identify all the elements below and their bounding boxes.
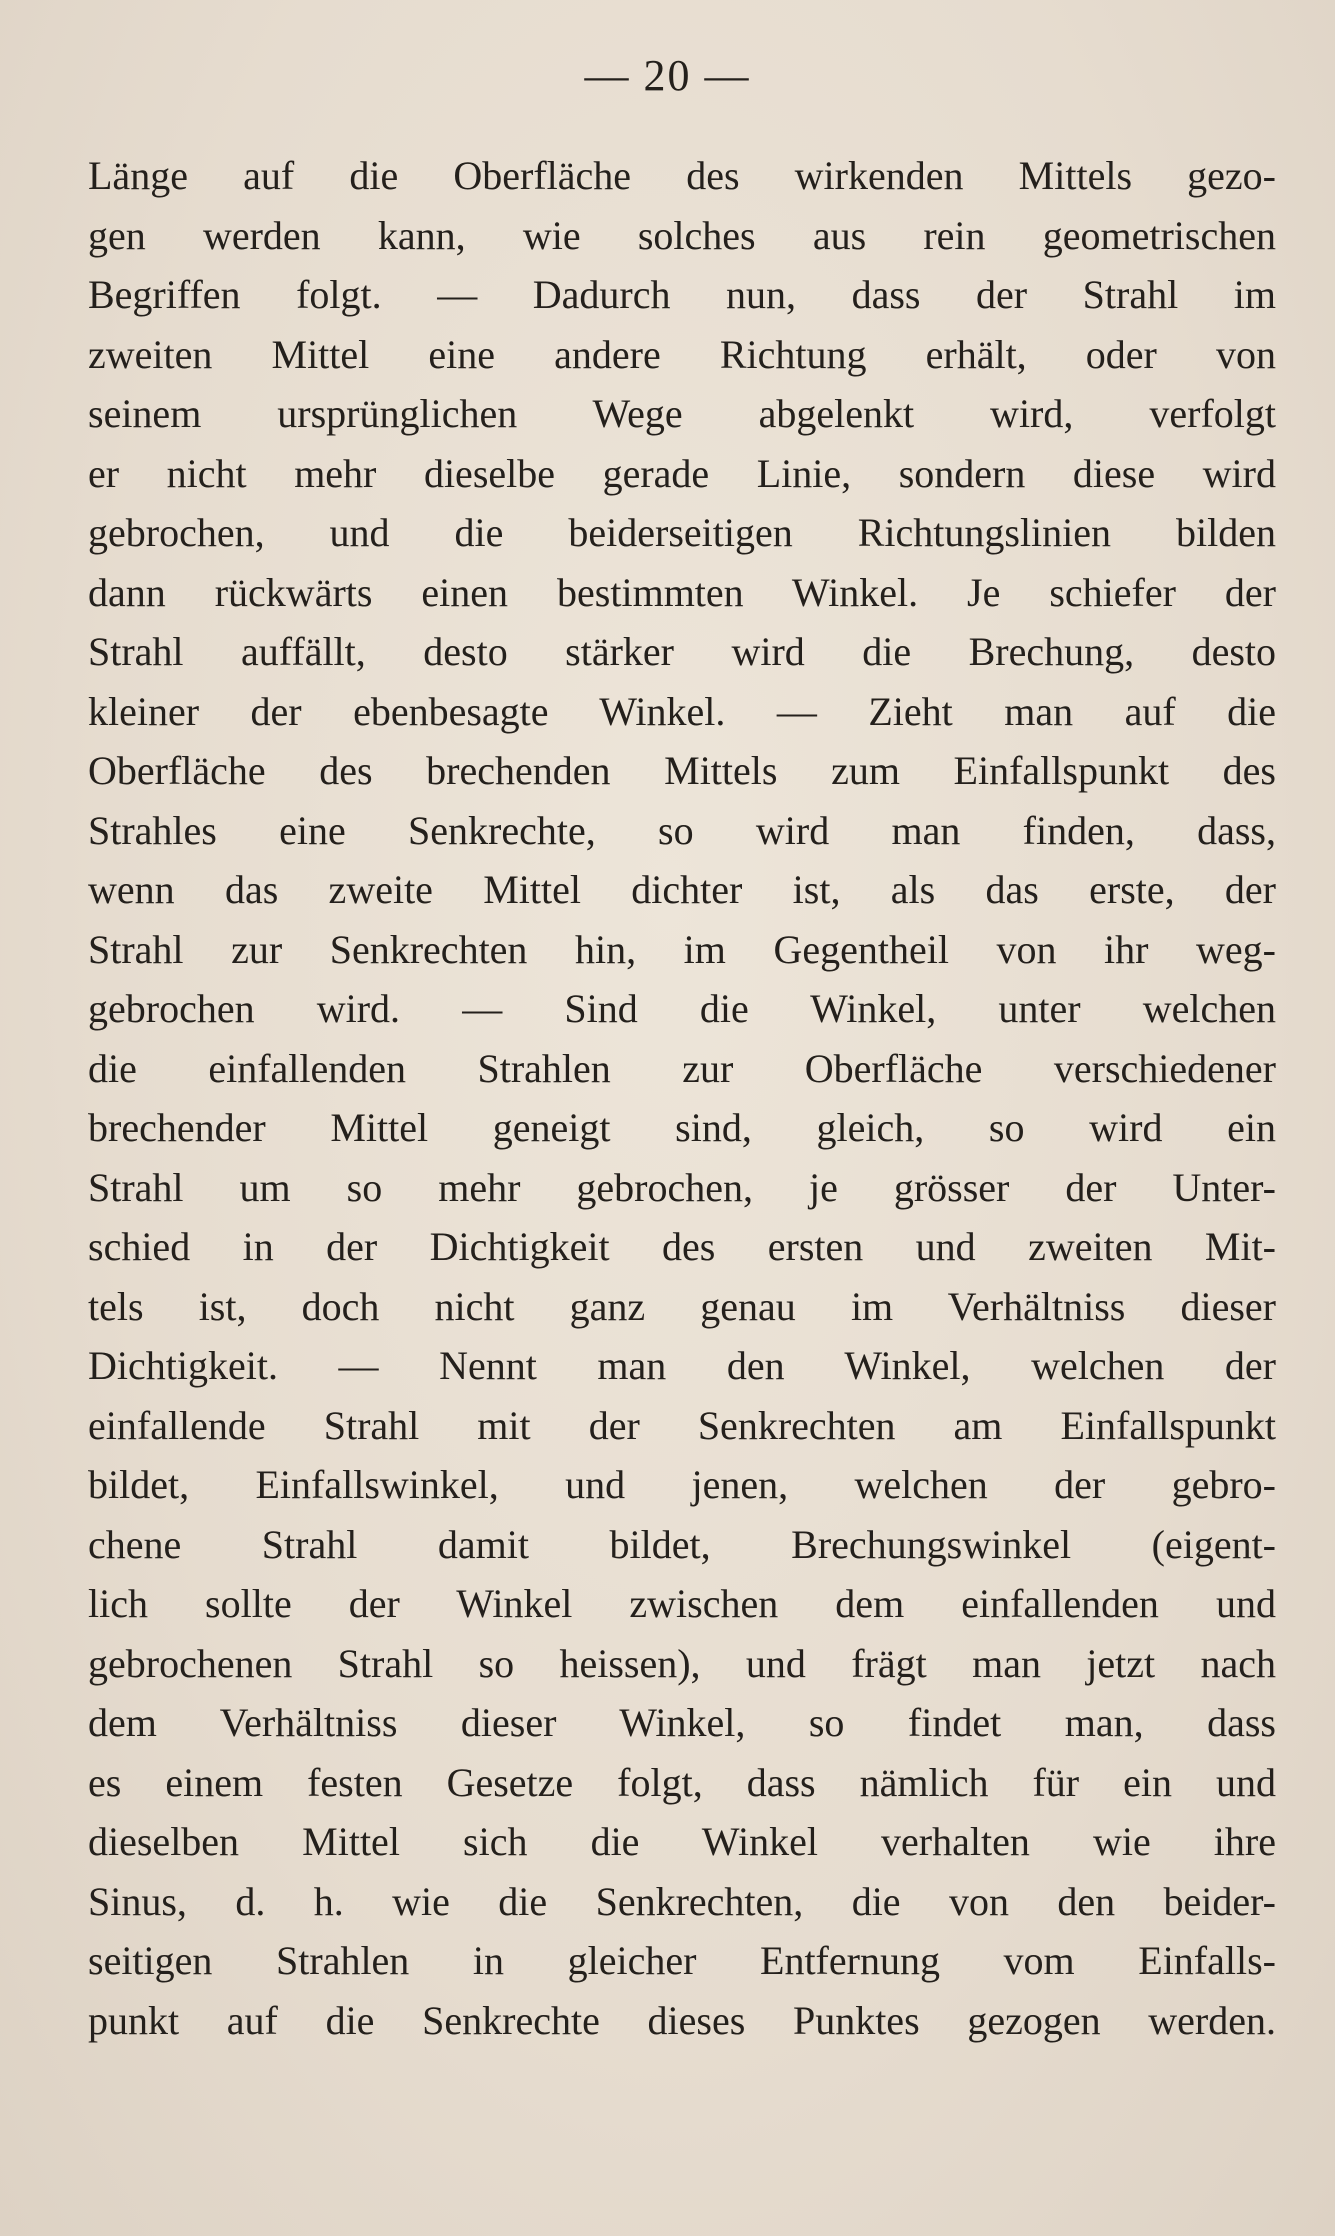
- text-line: wenn das zweite Mittel dichter ist, als das erste, der: [88, 867, 1276, 912]
- text-line: gebrochen, und die beiderseitigen Richtungslinien bilden: [88, 510, 1276, 555]
- text-line: Sinus, d. h. wie die Senkrechten, die von den beider-: [88, 1878, 1276, 1924]
- text-line: seitigen Strahlen in gleicher Entfernung vom Einfalls-: [88, 1938, 1276, 1983]
- text-line: brechender Mittel geneigt sind, gleich, so wird ein: [88, 1105, 1276, 1150]
- text-line: chene Strahl damit bildet, Brechungswinkel (eigent-: [88, 1521, 1276, 1567]
- text-line: dem Verhältniss dieser Winkel, so findet man, dass: [88, 1700, 1276, 1745]
- text-line: gebrochenen Strahl so heissen), und frägt man jetzt nach: [88, 1640, 1276, 1686]
- text-line: Strahl zur Senkrechten hin, im Gegentheil von ihr weg-: [88, 926, 1276, 972]
- text-line: Strahl um so mehr gebrochen, je grösser der Unter-: [88, 1164, 1276, 1210]
- text-line: kleiner der ebenbesagte Winkel. — Zieht man auf die: [88, 688, 1276, 734]
- text-line: bildet, Einfallswinkel, und jenen, welchen der gebro-: [88, 1462, 1276, 1507]
- text-line: gen werden kann, wie solches aus rein geometrischen: [88, 212, 1276, 258]
- text-line: Dichtigkeit. — Nennt man den Winkel, welchen der: [88, 1343, 1276, 1388]
- text-line: Begriffen folgt. — Dadurch nun, dass der Strahl im: [88, 272, 1276, 317]
- body-text: [88, 146, 1276, 2050]
- text-line: die einfallenden Strahlen zur Oberfläche verschiedener: [88, 1045, 1276, 1091]
- text-line: punkt auf die Senkrechte dieses Punktes gezogen werden.: [88, 1997, 1276, 2043]
- text-line: einfallende Strahl mit der Senkrechten am Einfallspunkt: [88, 1402, 1276, 1448]
- text-line: er nicht mehr dieselbe gerade Linie, sondern diese wird: [88, 450, 1276, 496]
- text-line: seinem ursprünglichen Wege abgelenkt wird, verfolgt: [88, 391, 1276, 436]
- text-line: es einem festen Gesetze folgt, dass nämlich für ein und: [88, 1759, 1276, 1805]
- text-line: tels ist, doch nicht ganz genau im Verhältniss dieser: [88, 1283, 1276, 1329]
- text-line: gebrochen wird. — Sind die Winkel, unter welchen: [88, 986, 1276, 1031]
- text-line: zweiten Mittel eine andere Richtung erhält, oder von: [88, 331, 1276, 377]
- text-line: dieselben Mittel sich die Winkel verhalten wie ihre: [88, 1819, 1276, 1864]
- page-number: — 20 —: [584, 51, 751, 100]
- text-line: Länge auf die Oberfläche des wirkenden Mittels gezo-: [88, 153, 1276, 198]
- text-line: Strahles eine Senkrechte, so wird man finden, dass,: [88, 807, 1276, 853]
- text-line: schied in der Dichtigkeit des ersten und zweiten Mit-: [88, 1224, 1276, 1269]
- text-line: Strahl auffällt, desto stärker wird die Brechung, desto: [88, 629, 1276, 674]
- text-line: lich sollte der Winkel zwischen dem einfallenden und: [88, 1581, 1276, 1626]
- text-line: dann rückwärts einen bestimmten Winkel. Je schiefer der: [88, 569, 1276, 615]
- text-line: Oberfläche des brechenden Mittels zum Einfallspunkt des: [88, 748, 1276, 793]
